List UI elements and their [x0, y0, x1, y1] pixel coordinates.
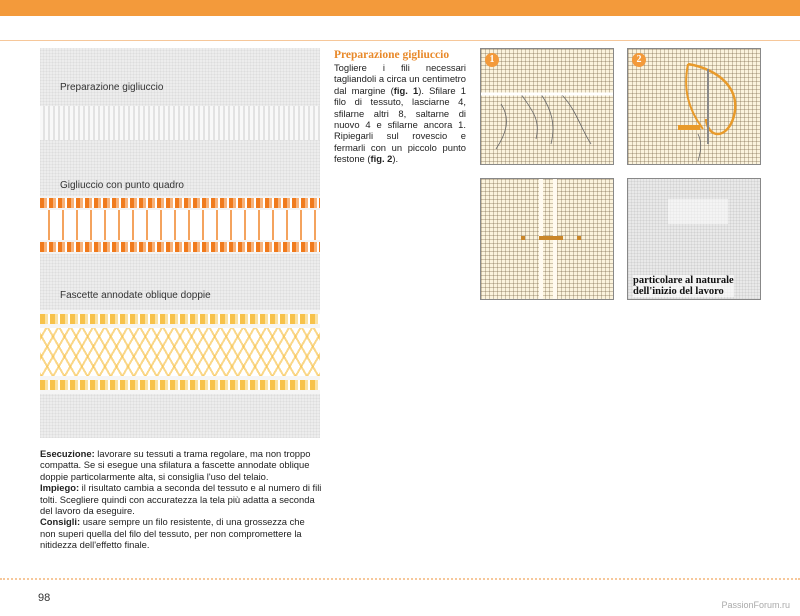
figure-1 — [480, 48, 614, 165]
photo-label-preparazione: Preparazione gigliuccio — [60, 82, 164, 93]
figure-1-drawing — [481, 49, 613, 164]
figure-2-drawing — [628, 49, 760, 164]
fabric-photo — [40, 48, 320, 438]
header-bar — [0, 0, 800, 16]
impiego-paragraph: Impiego: il risultato cambia a seconda del tessuto e al numero di fili tolti. Scegliere quindi con accuratezza la tela più adatta a seconda del lavoro da eseguire. — [40, 482, 322, 517]
photo-label-fascette: Fascette annodate oblique doppie — [60, 290, 211, 301]
watermark: PassionForum.ru — [721, 600, 790, 610]
photo-label-gigliuccio: Gigliuccio con punto quadro — [60, 180, 184, 191]
figure-3 — [480, 178, 614, 300]
figure-4-photo — [627, 178, 761, 300]
figure-1-number: 1 — [485, 53, 499, 67]
figure-2 — [627, 48, 761, 165]
orange-stitch-band — [40, 196, 320, 254]
section-title: Preparazione gigliuccio — [334, 49, 450, 61]
yellow-stitch-band — [40, 310, 320, 394]
header-divider — [0, 40, 800, 41]
drawn-thread-band-1 — [40, 106, 320, 140]
section-body: Togliere i fili necessari tagliandoli a circa un centimetro dal margine (fig. 1). Sfilare 1 filo di tessuto, lasciarne 4, sfilarne altri 8, saltarne di nuovo 4 e sfilarne ancora 1. Ripiegarli sul rovescio e fermarli con un piccolo punto festone (fig. 2). — [334, 62, 466, 165]
esecuzione-paragraph: Esecuzione: lavorare su tessuti a trama regolare, ma non troppo compatta. Se si esegue una sfilatura a fascette annodate oblique doppie particolarmente alta, si consiglia l'uso del telaio. — [40, 448, 311, 482]
consigli-paragraph: Consigli: usare sempre un filo resistente, di una grossezza che non superi quella del filo del tessuto, per non compromettere la nitidezza dell'effetto finale. — [40, 516, 305, 551]
footer-divider — [0, 578, 800, 580]
figure-4-caption: particolare al naturale dell'inizio del lavoro — [633, 275, 734, 297]
instructions-text — [40, 448, 322, 551]
page-number: 98 — [38, 592, 51, 604]
figure-2-number: 2 — [632, 53, 646, 67]
figure-3-drawing — [481, 179, 613, 299]
